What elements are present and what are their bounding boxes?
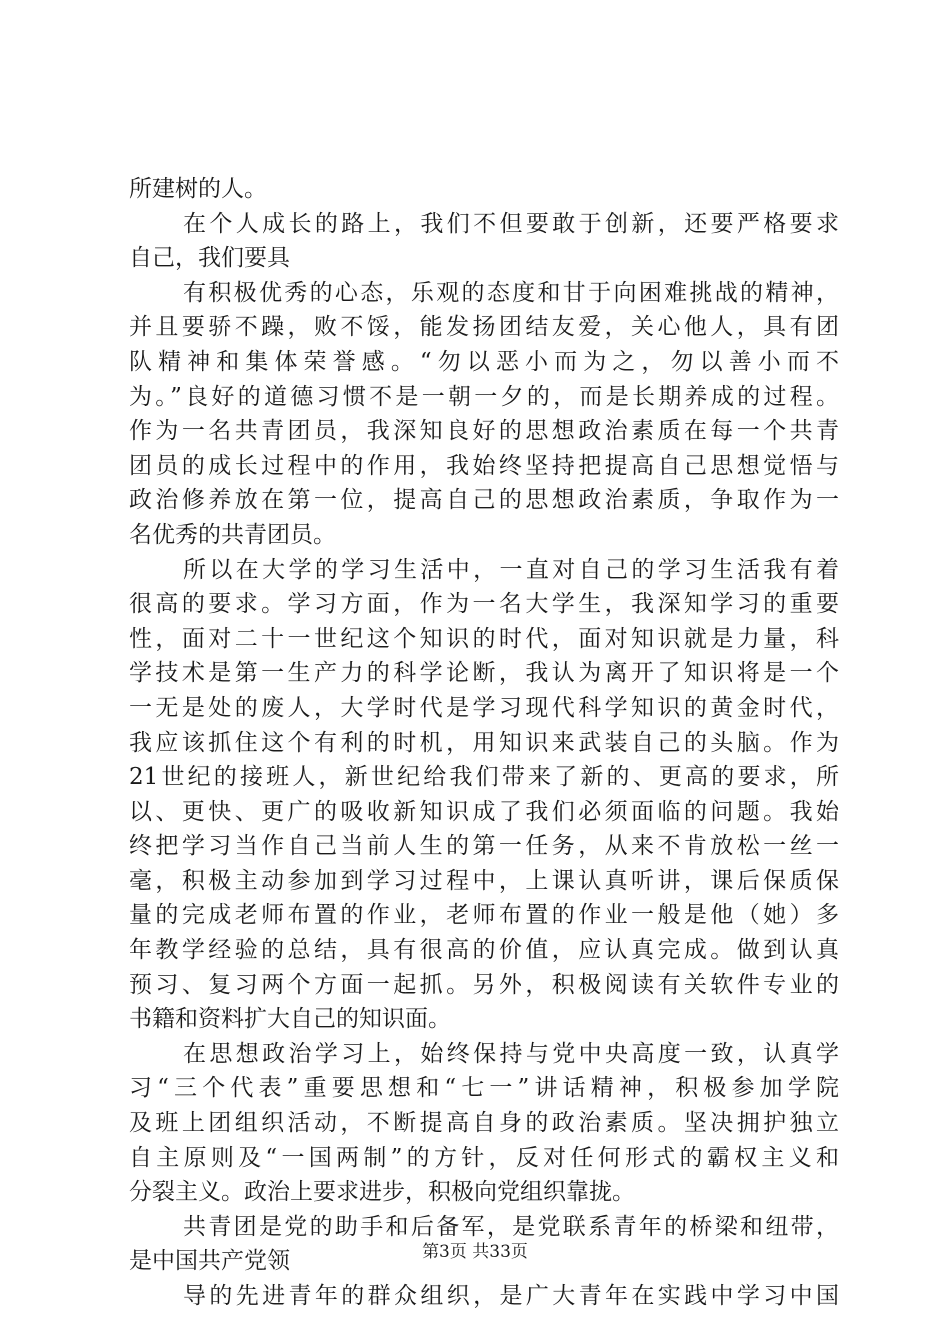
text-line: 所以在大学的学习生活中，一直对自己的学习生活我有着 bbox=[183, 556, 839, 583]
text-line: 共青团是党的助手和后备军，是党联系青年的桥梁和纽带， bbox=[183, 1213, 839, 1240]
text-line: 队精神和集体荣誉感。“勿以恶小而为之，勿以善小而不 bbox=[129, 348, 839, 375]
text-line: 有积极优秀的心态，乐观的态度和甘于向困难挑战的精神， bbox=[183, 279, 839, 306]
text-line: 量的完成老师布置的作业，老师布置的作业一般是他（她）多 bbox=[129, 902, 839, 929]
text-line: 名优秀的共青团员。 bbox=[129, 521, 336, 548]
text-line: 以、更快、更广的吸收新知识成了我们必须面临的问题。我始 bbox=[129, 798, 839, 825]
text-line: 毫，积极主动参加到学习过程中，上课认真听讲，课后保质保 bbox=[129, 867, 839, 894]
text-line: 自己，我们要具 bbox=[129, 245, 290, 272]
text-line: 为。”良好的道德习惯不是一朝一夕的，而是长期养成的过程。 bbox=[129, 383, 839, 410]
text-line: 导的先进青年的群众组织，是广大青年在实践中学习中国 bbox=[183, 1283, 839, 1309]
body-text bbox=[129, 172, 839, 1314]
text-line: 及班上团组织活动，不断提高自身的政治素质。坚决拥护独立 bbox=[129, 1110, 839, 1137]
text-line: 并且要骄不躁，败不馁，能发扬团结友爱，关心他人，具有团 bbox=[129, 314, 839, 341]
text-line: 21世纪的接班人，新世纪给我们带来了新的、更高的要求，所 bbox=[129, 764, 839, 791]
text-line: 很高的要求。学习方面，作为一名大学生，我深知学习的重要 bbox=[129, 591, 839, 618]
text-line: 作为一名共青团员，我深知良好的思想政治素质在每一个共青 bbox=[129, 418, 839, 445]
text-line: 分裂主义。政治上要求进步，积极向党组织靠拢。 bbox=[129, 1179, 635, 1206]
text-line: 终把学习当作自己当前人生的第一任务，从来不肯放松一丝一 bbox=[129, 833, 839, 860]
text-line: 所建树的人。 bbox=[129, 176, 267, 202]
text-line: 是中国共产党领 bbox=[129, 1248, 290, 1275]
text-line: 我应该抓住这个有利的时机，用知识来武装自己的头脑。作为 bbox=[129, 729, 839, 756]
text-line: 在个人成长的路上，我们不但要敢于创新，还要严格要求 bbox=[183, 210, 839, 237]
text-line: 政治修养放在第一位，提高自己的思想政治素质，争取作为一 bbox=[129, 487, 839, 514]
text-line: 书籍和资料扩大自己的知识面。 bbox=[129, 1006, 451, 1033]
text-line: 一无是处的废人，大学时代是学习现代科学知识的黄金时代， bbox=[129, 694, 839, 721]
text-line: 年教学经验的总结，具有很高的价值，应认真完成。做到认真 bbox=[129, 937, 839, 964]
text-line: 学技术是第一生产力的科学论断，我认为离开了知识将是一个 bbox=[129, 660, 839, 687]
text-line: 预习、复习两个方面一起抓。另外，积极阅读有关软件专业的 bbox=[129, 971, 839, 998]
text-line: 习“三个代表”重要思想和“七一”讲话精神，积极参加学院 bbox=[129, 1075, 839, 1102]
page-footer: 第3页 共33页 bbox=[422, 1242, 528, 1262]
text-line: 在思想政治学习上，始终保持与党中央高度一致，认真学 bbox=[183, 1040, 839, 1067]
text-line: 团员的成长过程中的作用，我始终坚持把提高自己思想觉悟与 bbox=[129, 452, 839, 479]
text-line: 性，面对二十一世纪这个知识的时代，面对知识就是力量，科 bbox=[129, 625, 839, 652]
text-line: 自主原则及“一国两制”的方针，反对任何形式的霸权主义和 bbox=[129, 1144, 839, 1171]
